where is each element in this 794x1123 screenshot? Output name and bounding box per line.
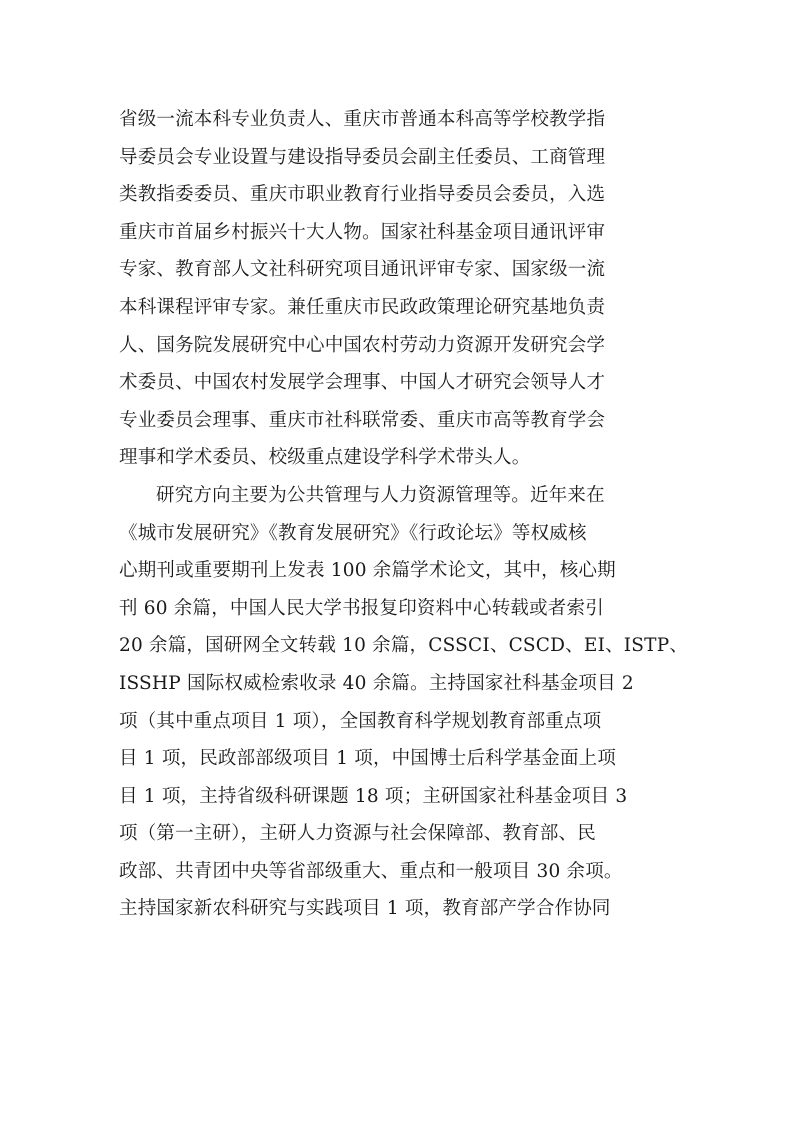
text-line: 研究方向主要为公共管理与人力资源管理等。近年来在 xyxy=(156,484,605,506)
text-line: 政部、共青团中央等省部级重大、重点和一般项目 30 余项。 xyxy=(119,860,623,882)
text-line: 20 余篇，国研网全文转载 10 余篇，CSSCI、CSCD、EI、ISTP、 xyxy=(119,635,689,657)
text-line: ISSHP 国际权威检索收录 40 余篇。主持国家社科基金项目 2 xyxy=(119,672,634,694)
paragraph-1 xyxy=(119,101,679,477)
text-line: 省级一流本科专业负责人、重庆市普通本科高等学校教学指 xyxy=(119,109,606,130)
text-line: 专家、教育部人文社科研究项目通讯评审专家、国家级一流 xyxy=(119,259,606,281)
text-line: 专业委员会理事、重庆市社科联常委、重庆市高等教育学会 xyxy=(119,409,606,431)
text-line: 项（第一主研），主研人力资源与社会保障部、教育部、民 xyxy=(119,823,596,845)
text-line: 重庆市首届乡村振兴十大人物。国家社科基金项目通讯评审 xyxy=(119,221,606,243)
text-line: 目 1 项，主持省级科研课题 18 项；主研国家社科基金项目 3 xyxy=(119,785,628,807)
paragraph-2 xyxy=(119,477,689,928)
text-line: 本科课程评审专家。兼任重庆市民政政策理论研究基地负责 xyxy=(119,296,606,318)
text-line: 心期刊或重要期刊上发表 100 余篇学术论文，其中，核心期 xyxy=(119,560,616,582)
text-line: 类教指委委员、重庆市职业教育行业指导委员会委员，入选 xyxy=(119,184,606,206)
text-line: 导委员会专业设置与建设指导委员会副主任委员、工商管理 xyxy=(119,146,606,168)
text-line: 人、国务院发展研究中心中国农村劳动力资源开发研究会学 xyxy=(119,334,606,356)
text-line: 主持国家新农科研究与实践项目 1 项，教育部产学合作协同 xyxy=(119,898,611,920)
text-line: 项（其中重点项目 1 项），全国教育科学规划教育部重点项 xyxy=(119,710,602,732)
text-line: 术委员、中国农村发展学会理事、中国人才研究会领导人才 xyxy=(119,372,606,394)
text-line: 目 1 项，民政部部级项目 1 项，中国博士后科学基金面上项 xyxy=(119,748,617,770)
text-line: 刊 60 余篇，中国人民大学书报复印资料中心转载或者索引 xyxy=(119,597,604,619)
text-line: 《城市发展研究》《教育发展研究》《行政论坛》等权威核 xyxy=(119,522,587,544)
text-line: 理事和学术委员、校级重点建设学科学术带头人。 xyxy=(119,447,531,469)
document-body xyxy=(119,101,689,928)
